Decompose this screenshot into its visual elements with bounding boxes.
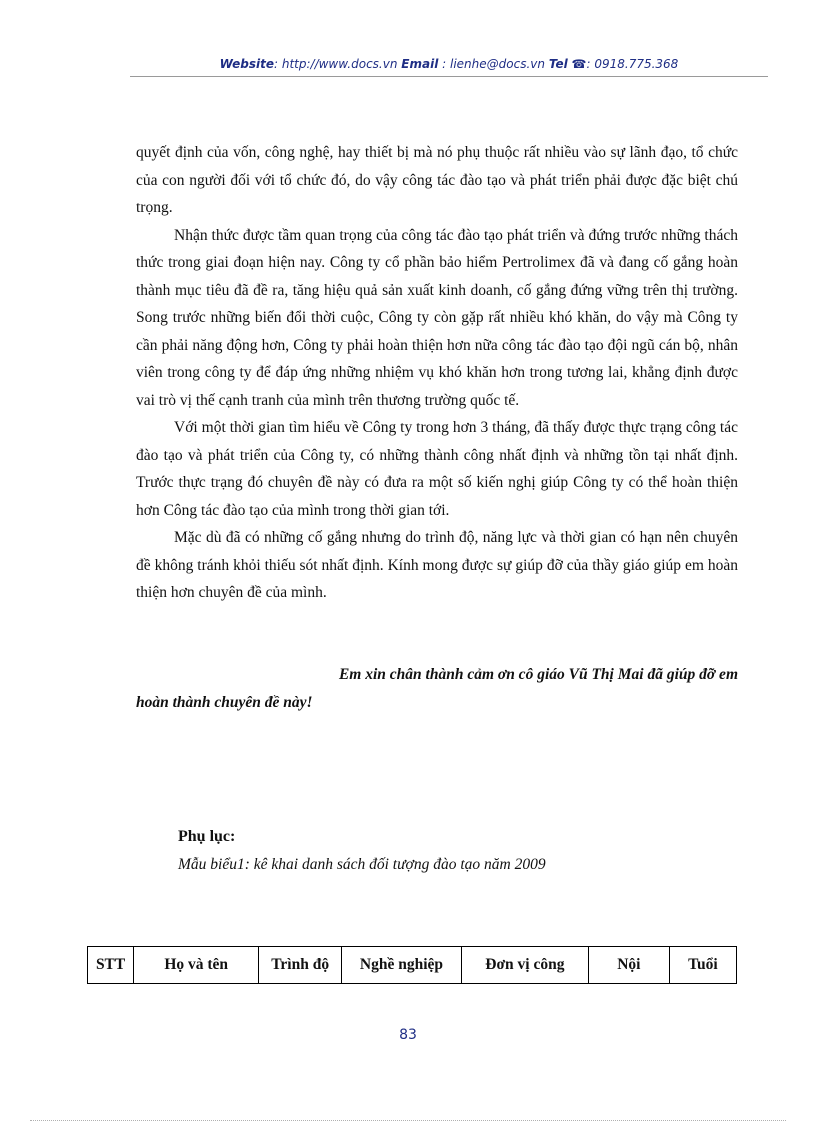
table-header-cell: Nghề nghiệp [342, 947, 462, 984]
email-label: Email [401, 57, 439, 71]
email-value: : lienhe@docs.vn [442, 57, 545, 71]
table-header-cell: STT [88, 947, 134, 984]
page-number: 83 [399, 1027, 417, 1043]
paragraph: quyết định của vốn, công nghệ, hay thiết bị mà nó phụ thuộc rất nhiều vào sự lãnh đạo, tổ chức của con người đối với tổ chức đó, do vậy công tác đào tạo và phát triển phải được đặc biệt chú trọng. [136, 144, 738, 216]
table-header-cell: Nội [588, 947, 669, 984]
acknowledgement [136, 661, 738, 716]
acknowledgement-line: Em xin chân thành cảm ơn cô giáo Vũ Thị Mai đã giúp đỡ em [338, 666, 738, 683]
table-header-row [88, 947, 737, 984]
page-header [130, 57, 768, 71]
body-text [136, 139, 738, 607]
paragraph: Mặc dù đã có những cố gắng nhưng do trình độ, năng lực và thời gian có hạn nên chuyên đề không tránh khỏi thiếu sót nhất định. Kính mong được sự giúp đỡ của thầy giáo giúp em hoàn thiện hơn chuyên đề của mình. [136, 529, 738, 601]
appendix-title: Phụ lục: [178, 828, 236, 845]
header-divider [130, 76, 768, 77]
paragraph: Nhận thức được tầm quan trọng của công tác đào tạo phát triển và đứng trước những thách thức trong giai đoạn hiện nay. Công ty cổ phần bảo hiểm Pertrolimex đã và đang cố gắng hoàn thành mục tiêu đã đề ra, tăng hiệu quả sản xuất kinh doanh, cố gắng đứng vững trên thị trường. Song trước những biến đổi thời cuộc, Công ty còn gặp rất nhiều khó khăn, do vậy mà Công ty cần phải năng động hơn, Công ty phải hoàn thiện hơn nữa công tác đào tạo đội ngũ cán bộ, nhân viên trong công ty để đáp ứng những nhiệm vụ khó khăn hơn trong tương lai, khẳng định được vai trò vị thế cạnh tranh của mình trên thương trường quốc tế. [136, 226, 738, 409]
table-header-cell: Đơn vị công [461, 947, 588, 984]
table-header-cell: Trình độ [259, 947, 342, 984]
website-value: : http://www.docs.vn [274, 57, 398, 71]
training-list-table [87, 946, 737, 984]
phone-icon: ☎ [571, 57, 587, 71]
acknowledgement-line: hoàn thành chuyên đề này! [136, 693, 313, 711]
appendix-subtitle: Mẫu biểu1: kê khai danh sách đối tượng đào tạo năm 2009 [178, 856, 546, 873]
table-header-cell: Họ và tên [134, 947, 259, 984]
tel-value: : 0918.775.368 [586, 57, 679, 71]
paragraph: Với một thời gian tìm hiểu về Công ty trong hơn 3 tháng, đã thấy được thực trạng công tác đào tạo và phát triển của Công ty, có những thành công nhất định và những tồn tại nhất định. Trước thực trạng đó chuyên đề này có đưa ra một số kiến nghị giúp Công ty có thể hoàn thiện hơn Công tác đào tạo của mình trong thời gian tới. [136, 419, 738, 519]
table-header-cell: Tuổi [669, 947, 736, 984]
website-label: Website [219, 57, 274, 71]
footer-divider [30, 1120, 786, 1121]
tel-label: Tel [548, 57, 568, 71]
